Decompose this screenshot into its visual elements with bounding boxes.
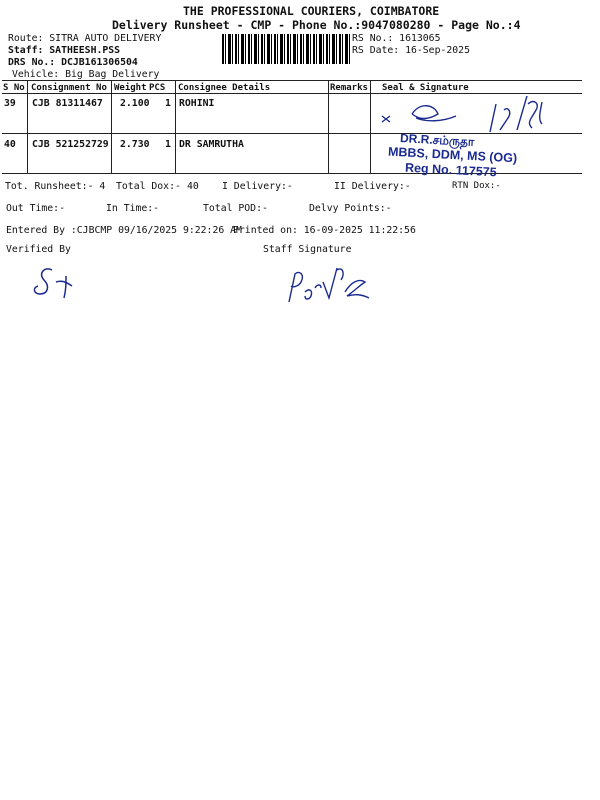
staff-signature (285, 252, 375, 312)
table-top-line (2, 80, 582, 81)
total-runsheet: Tot. Runsheet:- 4 (5, 181, 106, 192)
col-header-sno: S No (3, 83, 25, 93)
barcode (222, 34, 350, 64)
staff-label: Staff: SATHEESH.PSS (8, 45, 121, 56)
staff-signature-label: Staff Signature (263, 244, 352, 255)
total-pod: Total POD:- (203, 203, 268, 214)
route-label: Route: SITRA AUTO DELIVERY (8, 33, 162, 44)
vehicle-label: Vehicle: Big Bag Delivery (12, 69, 160, 80)
table-row-weight: 2.730 (120, 139, 150, 150)
table-row-consignment: CJB 521252729 (32, 139, 109, 150)
delvy-points: Delvy Points:- (309, 203, 392, 214)
rs-date: RS Date: 16-Sep-2025 (352, 45, 470, 56)
col-header-pcs: PCS (149, 83, 166, 93)
entered-by: Entered By :CJBCMP 09/16/2025 9:22:26 AM (6, 225, 242, 236)
rtn-dox: RTN Dox:- (452, 181, 501, 191)
table-row-pcs: 1 (165, 98, 171, 109)
table-row-consignee: ROHINI (179, 98, 215, 109)
col-divider (175, 80, 176, 173)
col-header-consignee: Consignee Details (178, 83, 271, 93)
col-header-consignment: Consignment No (31, 83, 107, 93)
table-row-weight: 2.100 (120, 98, 150, 109)
doctor-stamp-name: DR.R.சம்ருதா (399, 131, 475, 149)
table-row-consignment: CJB 81311467 (32, 98, 103, 109)
col-divider (370, 80, 371, 173)
col-divider (27, 80, 28, 173)
table-row-consignee: DR SAMRUTHA (179, 139, 244, 150)
total-dox-value: 40 (187, 181, 199, 192)
verified-by-label: Verified By (6, 244, 71, 255)
rs-number: RS No.: 1613065 (352, 33, 441, 44)
verified-signature (30, 262, 100, 307)
printed-on: Printed on: 16-09-2025 11:22:56 (233, 225, 416, 236)
table-row-sno: 40 (4, 139, 16, 150)
in-time: In Time:- (106, 203, 160, 214)
col-header-weight: Weight (114, 83, 147, 93)
doctor-stamp-qualification: MBBS, DDM, MS (OG) (387, 144, 518, 166)
ii-delivery: II Delivery:- (334, 181, 411, 192)
col-divider (328, 80, 329, 173)
company-title: THE PROFESSIONAL COURIERS, COIMBATORE (183, 4, 440, 18)
out-time: Out Time:- (6, 203, 65, 214)
col-divider (111, 80, 112, 173)
doctor-stamp-reg: Reg No. 117575 (404, 160, 498, 180)
drs-number: DRS No.: DCJB161306504 (8, 57, 138, 68)
i-delivery: I Delivery:- (222, 181, 293, 192)
col-header-remarks: Remarks (330, 83, 368, 93)
table-row-pcs: 1 (165, 139, 171, 150)
col-header-seal: Seal & Signature (382, 83, 469, 93)
total-dox-label: Total Dox:- (116, 181, 181, 192)
table-row-sno: 39 (4, 98, 16, 109)
runsheet-subtitle: Delivery Runsheet - CMP - Phone No.:9047080280 - Page No.:4 (112, 18, 521, 32)
